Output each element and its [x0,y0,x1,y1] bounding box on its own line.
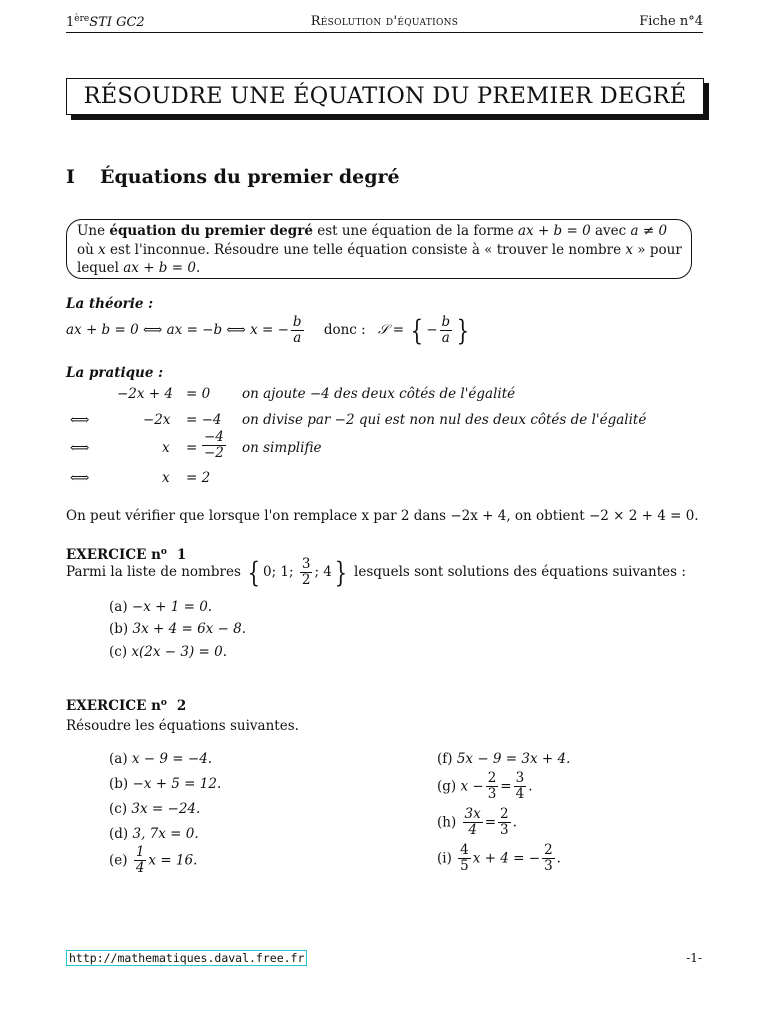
class-level: 1 [66,15,75,30]
fraction [202,430,226,461]
item-tag: (c) [109,801,128,817]
frac-num: 3 [301,556,311,572]
list-item [109,751,212,767]
class-level-sup: ère [74,14,90,24]
def-bold-term: équation du premier degré [109,223,313,239]
def-text-5: est l'inconnue. Résoudre une telle équation consiste à « trouver le nombre [105,241,626,258]
def-text-3: avec [590,223,631,239]
list-item [109,644,227,660]
step-comment: on simplifie [242,440,322,456]
item-equation: 5x − 9 = 3x + 4. [456,751,571,767]
item-equation: x(2x − 3) = 0. [131,644,228,660]
frac-den: 4 [135,860,145,876]
item-tag: (h) [437,814,457,831]
def-text-4: où [77,241,99,258]
list-item [109,826,199,842]
item-tag: (d) [109,826,129,842]
item-equation: x − 9 = −4. [131,751,213,767]
step-comment: on ajoute −4 des deux côtés de l'égalité [242,386,516,402]
item-post: . [556,850,561,867]
frac-num: 2 [544,842,553,858]
ex-title-num: 2 [176,698,187,714]
def-form: ax + b = 0 [518,223,591,239]
set-minus: − [426,322,438,338]
ex1-intro-before: Parmi la liste de nombres [66,564,241,580]
frac-num: 2 [500,806,509,822]
equivalence-arrow: ⟺ [70,412,90,428]
item-tag: (b) [109,776,129,792]
set-fraction [440,315,453,346]
list-item [109,621,246,637]
frac-num: 1 [135,844,145,860]
item-tag: (b) [109,621,129,637]
brace-open: { [411,314,424,347]
item-tag: (e) [109,852,128,869]
list-item [437,807,517,838]
def-text-7: . [195,260,201,276]
step-rhs: = 2 [186,470,211,486]
theory-donc: donc : [323,322,366,338]
section-number: I [66,166,75,188]
item-mid: x + 4 = − [472,850,541,867]
item-tag: (i) [437,850,452,867]
page-number: -1- [686,951,702,965]
section-title: Équations du premier degré [100,166,400,188]
theory-fraction [291,315,304,346]
item-fraction [458,843,471,874]
item-equation: 3x = −24. [131,801,201,817]
frac-num: −4 [204,429,224,445]
item-tag: (g) [437,778,457,795]
verification-text: On peut vérifier que lorsque l'on remplace x par 2 dans −2x + 4, on obtient −2 × 2 + 4 = 0. [66,508,699,524]
frac-num: 2 [487,770,497,786]
step-rhs-eq: = [186,440,198,456]
frac-den: 3 [544,858,553,874]
definition-box [66,219,692,279]
def-var-2: x [625,241,634,258]
item-fraction [134,845,147,876]
item-tag: (c) [109,644,128,660]
step-lhs: −2x [143,412,171,428]
def-text-6: » pour lequel [77,241,682,276]
practice-label: La pratique : [66,365,164,381]
set-frac-num: b [441,314,451,330]
header-sheet: Fiche n°4 [639,14,703,29]
item-tag: (a) [109,599,128,615]
theory-line [66,314,472,347]
page-title: RÉSOUDRE UNE ÉQUATION DU PREMIER DEGRÉ [83,83,687,109]
frac-num: 3x [464,806,481,822]
def-text-2: est une équation de la forme [312,223,518,239]
brace-open: { [247,556,261,589]
item-equation: 3x + 4 = 6x − 8. [132,621,247,637]
list-item [109,599,212,615]
item-equation: 3, 7x = 0. [132,826,199,842]
ex-title-sup: o [160,698,167,708]
frac-den: −2 [204,445,224,461]
item-mid: = [484,814,497,831]
title-box [66,78,704,115]
frac-den: 3 [500,822,509,838]
item-tag: (a) [109,751,128,767]
step-rhs-fraction [200,430,228,461]
footer-url-link[interactable]: http://mathematiques.daval.free.fr [66,950,307,966]
ex1-intro-after: lesquels sont solutions des équations suivantes : [354,564,686,580]
def-form-2: ax + b = 0 [123,260,196,276]
ex1-list-a: 0; 1; [263,564,298,580]
step-rhs: = 0 [186,386,211,402]
list-item [109,776,221,792]
exercise-1-intro [66,556,686,589]
list-item [437,751,570,767]
item-fraction [463,807,483,838]
item-fraction [514,771,527,802]
item-equation: −x + 1 = 0. [131,599,213,615]
list-item [109,845,197,876]
item-fraction [498,807,511,838]
frac-num: 4 [460,842,469,858]
ex-title-sup: o [160,547,167,557]
item-mid: = [500,778,512,795]
list-item [109,801,200,817]
item-fraction [486,771,499,802]
frac-den: 4 [468,822,477,838]
frac-den: 3 [487,786,497,802]
ex-title-text: EXERCICE n [66,698,161,714]
ex1-list-fraction [300,557,313,588]
item-pre: x − [460,778,484,795]
ex1-list-b: ; 4 [314,564,332,580]
def-condition: a ≠ 0 [630,223,668,239]
frac-den: 5 [460,858,469,874]
class-name: STI GC2 [89,15,145,30]
step-rhs: = −4 [186,412,222,428]
header-topic: Résolution d'équations [310,14,459,29]
section-heading [66,166,400,188]
page-header [66,14,703,33]
equivalence-arrow: ⟺ [70,470,90,486]
step-lhs: −2x + 4 [117,386,173,402]
frac-num: 3 [515,770,525,786]
step-comment: on divise par −2 qui est non nul des deux côtés de l'égalité [242,412,647,428]
exercise-2-intro: Résoudre les équations suivantes. [66,718,299,734]
item-equation: −x + 5 = 12. [132,776,222,792]
list-item [437,771,533,802]
item-post: . [512,814,517,831]
theory-label: La théorie : [66,296,154,312]
list-item [437,843,561,874]
brace-close: } [456,314,470,347]
item-fraction [542,843,555,874]
ex-title-num: 1 [176,547,187,563]
solution-set-symbol: 𝒮 = [378,322,409,338]
def-text-1: Une [77,223,110,239]
item-equation: x = 16. [148,852,198,869]
frac-den: 4 [515,786,525,802]
equivalence-arrow: ⟺ [70,440,90,456]
item-tag: (f) [437,751,453,767]
frac-num: b [292,314,302,330]
frac-den: a [293,330,302,346]
ex-title-text: EXERCICE n [66,547,161,563]
exercise-2-title [66,698,186,714]
theory-equation: ax + b = 0 ⟺ ax = −b ⟺ x = − [66,322,289,338]
step-lhs: x [162,470,170,486]
set-frac-den: a [441,330,450,346]
brace-close: } [334,556,348,589]
item-post: . [528,778,533,795]
def-var: x [98,241,106,258]
frac-den: 2 [301,572,311,588]
step-lhs: x [162,440,170,456]
